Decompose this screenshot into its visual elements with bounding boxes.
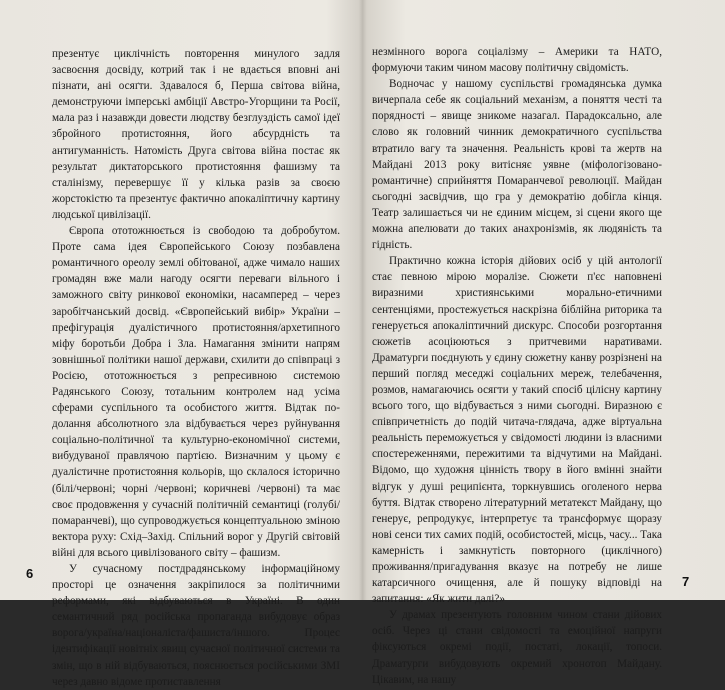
paragraph: презентує циклічність повторення минулого задля засвоєння досвіду, котрий так і не вдається вповні ані пізнати, ані осяґти. Здавалося б, Перша світова війна, демонструючи імперські амбіції Австро-Угорщини та Росії, мала раз і назавжди довести людству безглуздість самої ідеї збройного протистояння, його абсурдність та антигуманність. Натомість Друга світова війна постає як результат диктаторського протистояння фашизму та сталінізму, перевершує її у кілька разів за своєю жорстокістю та презентує фактично апокаліптичну картину людської цивілізації. <box>52 48 340 221</box>
paragraph: У драмах презентують головним чином стани дійових осіб. Через ці стани свідомості та емоційної напруги фіксуються окремі події, постаті, локації, топоси. Драматурги вибудовують окремий хронотоп Майдану. Цікавим, на нашу <box>372 609 662 686</box>
right-page-text <box>372 44 662 686</box>
paragraph: Водночас у нашому суспільстві громадянська думка вичерпала себе як соціальний механізм, а поняття честі та порядності – явище зникоме назагал. Парадоксально, але слово як головний чинник демократичного суспільства втратило вагу та значення. Реальність крові та жертв на Майдані 2013 року витісняє уявне (міфологізовано-романтичне) сприйняття Помаранчевої революції. Майдан сьогодні засвідчив, що гра у демократію добігла кінця. Театр залишається чи не єдиним місцем, зі сцени якого ще можна апелювати до таких анахронізмів, як людяність та гідність. <box>372 78 662 252</box>
page-number-left: 6 <box>26 566 34 581</box>
paragraph: Європа ототожнюється із свободою та добробутом. Проте сама ідея Європейського Союзу позбавлена романтичного ореолу землі обітованої, адже чимало наших громадян вже мали нагоду осягти переваги вільного і заможного світу ринкової економіки, насамперед – через заробітчанський досвід. «Європейський вибір» України – префігурація дуалістичного протистояння/архетипного міфу боротьби Добра і Зла. Намагання змінити напрям зовнішньої політики нашої держави, схилити до співпраці з Росією, ототожнюється з репресивною системою Радянського Союзу, тотальним контролем над усіма сферами суспільного та особистого життя. Відтак по-долання абсолютного зла відбувається через руйнування соціально-політичної та культурно-економічної системи, вибудуваної правлячою партією. Визначним у цьому є дуалістичне протистояння кольорів, що склалося історично (білі/червоні; чорні /червоні; коричневі /червоні) та має своє продовження у сучасній політичній семантиці (голубі/помаранчеві), що супроводжується концептуальною зміною вектора руху: Схід–Захід. Спільний ворог у Другій світовій війні для всього цивілізованого світу – фашизм. <box>52 225 340 559</box>
paragraph: незмінного ворога соціалізму – Америки та НАТО, формуючи таким чином масову політичну свідомість. <box>372 46 662 75</box>
page-number-right: 7 <box>682 574 690 589</box>
paragraph: Практично кожна історія дійових осіб у цій антології стає певною мірою моралізе. Сюжети п'єс наповнені виразними християнськими морально-етичними сентенціями, простежується наскрізна біблійна риторика та генерується апокаліптичний дискурс. Способи розгортання сюжетів асоціюються з притчевими наративами. Драматурги поєднують у єдину сюжетну канву розрізнені на перший погляд меседжі соціальних мереж, телебачення, розмов, намагаючись осягти у такий спосіб цілісну картину всього того, що відбувається з ними сьогодні. Виразною є співпричетність до подій читача-глядача, адже віртуальна реальність переможується у свідомості людини із власними спостереженнями, пережитими та відчутими на Майдані. Відомо, що художня цінність твору в його вмінні знайти відгук у душі реципієнта, торкнувшись оголеного нерва буття. Відтак створено літературний метатекст Майдану, що генерує, репродукує, інтерпретує та трансформує щоразу нові сенси тих самих подій, особистостей, місць, часу... Така камерність і замкнутість повторного (циклічного) проживання/пригадування вказує на потребу не лише катарсичного очищення, але й пошуку відповіді на запитання: «Як жити далі?» <box>372 255 662 606</box>
paragraph: У сучасному постдрадянському інформаційному просторі це означення закріпилося за політичними реформами, які відбуваються в Україні. В один семантичний ряд російська пропаганда вибудовує образ ворога/україна/націоналіста/фашиста/іншого. Процес ідентифікації новітніх явищ сучасної політичної системи та змін, що в ній відбуваються, пояснюється російськими ЗМІ через давно відоме протиставлення <box>52 563 340 688</box>
left-page-text <box>52 46 340 688</box>
